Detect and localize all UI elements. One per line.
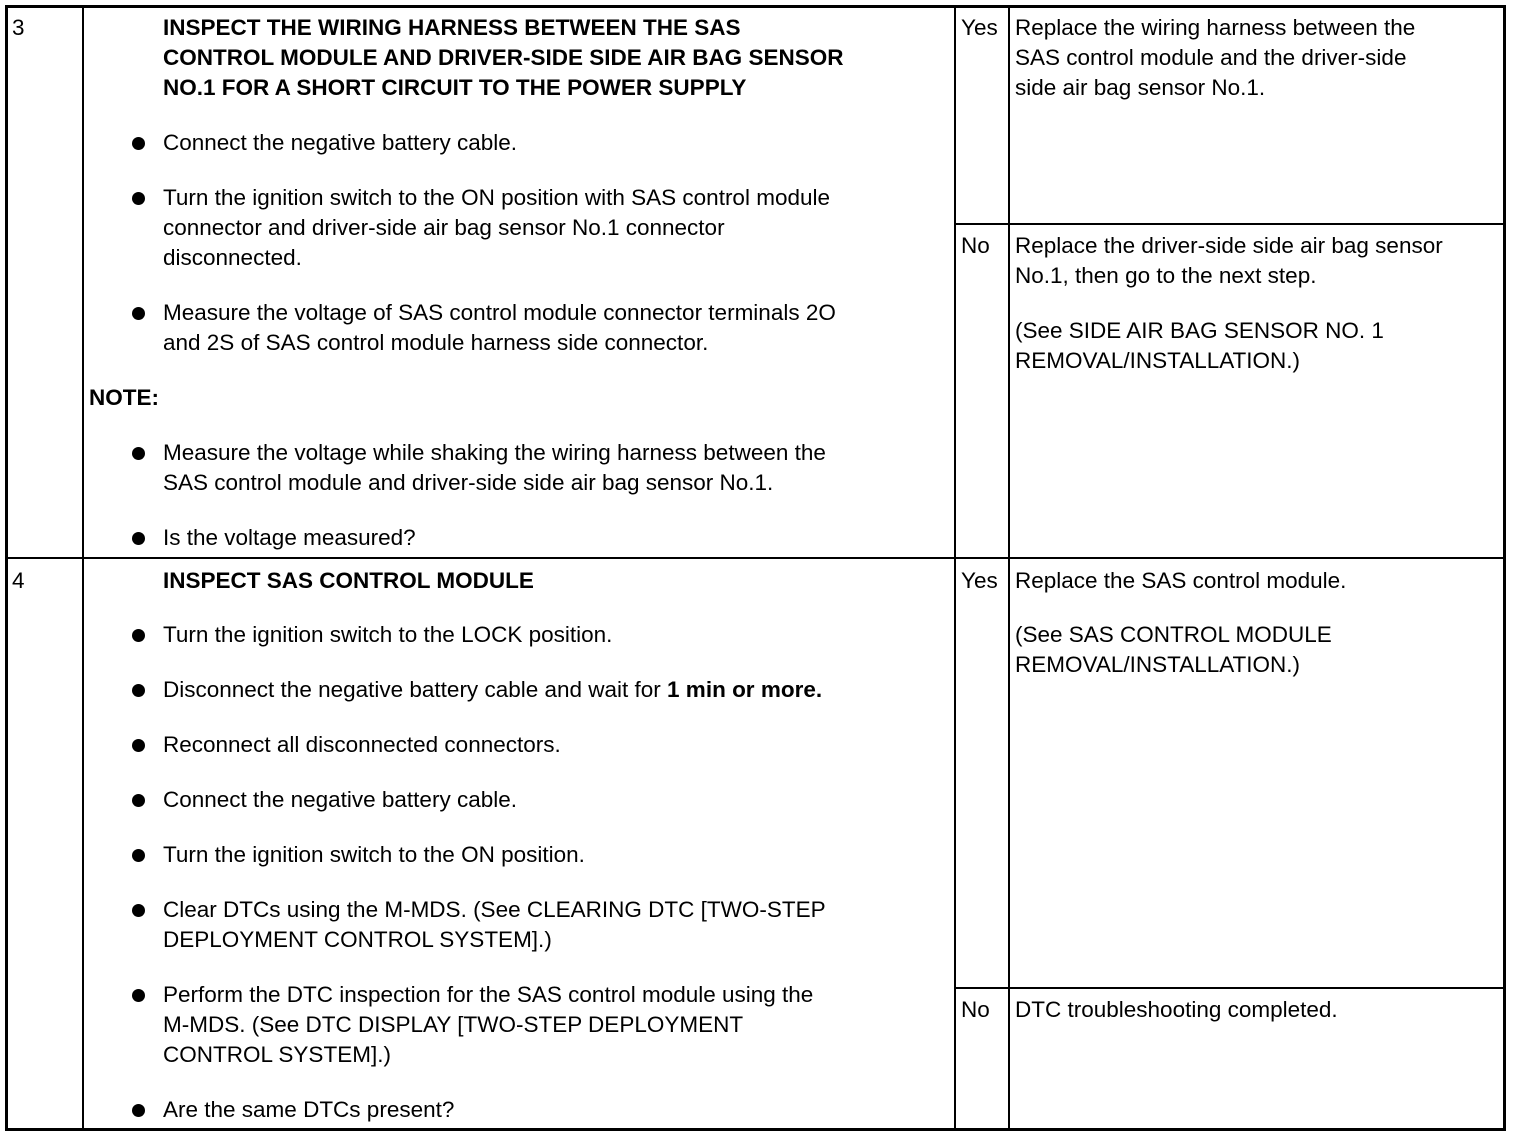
step-title-line: INSPECT THE WIRING HARNESS BETWEEN THE SAS (163, 15, 741, 40)
reference-text: REMOVAL/INSTALLATION.) (1015, 652, 1301, 677)
column-divider (1008, 6, 1010, 1131)
row-divider (954, 987, 1506, 989)
bullet-text: M-MDS. (See DTC DISPLAY [TWO-STEP DEPLOYMENT (163, 1012, 744, 1037)
reference-text: REMOVAL/INSTALLATION.) (1015, 348, 1301, 373)
bullet-text: Reconnect all disconnected connectors. (163, 732, 561, 757)
bullet-text: Is the voltage measured? (163, 525, 416, 550)
bullet-text-tail: . (815, 677, 823, 702)
step-title-line: NO.1 FOR A SHORT CIRCUIT TO THE POWER SUPPLY (163, 75, 747, 100)
bullet-text: connector and driver-side air bag sensor No.1 connector (163, 215, 725, 240)
bullet-text: Measure the voltage while shaking the wiring harness between the (163, 440, 826, 465)
bullet-text: DEPLOYMENT CONTROL SYSTEM].) (163, 927, 552, 952)
bullet-text: Turn the ignition switch to the ON position. (163, 842, 585, 867)
yes-label: Yes (961, 15, 998, 40)
bullet-dot (132, 989, 145, 1002)
bullet-dot (132, 137, 145, 150)
column-divider (954, 6, 956, 1131)
row-divider (6, 557, 1506, 559)
bullet-text: CONTROL SYSTEM].) (163, 1042, 391, 1067)
action-text: Replace the wiring harness between the (1015, 15, 1416, 40)
bullet-dot (132, 904, 145, 917)
note-label: NOTE: (89, 385, 159, 410)
step-title-line: CONTROL MODULE AND DRIVER-SIDE SIDE AIR BAG SENSOR (163, 45, 844, 70)
bullet-text: Connect the negative battery cable. (163, 787, 517, 812)
bullet-text-plain: Disconnect the negative battery cable and wait for (163, 677, 668, 702)
step-number: 4 (12, 568, 25, 593)
bullet-dot (132, 1104, 145, 1117)
no-label: No (961, 997, 990, 1022)
bullet-text: Are the same DTCs present? (163, 1097, 455, 1122)
bullet-dot (132, 192, 145, 205)
reference-text: (See SIDE AIR BAG SENSOR NO. 1 (1015, 318, 1384, 343)
bullet-text: Perform the DTC inspection for the SAS control module using the (163, 982, 814, 1007)
column-divider (82, 6, 84, 1131)
bullet-dot (132, 532, 145, 545)
bullet-text: Clear DTCs using the M-MDS. (See CLEARING DTC [TWO-STEP (163, 897, 826, 922)
action-text: SAS control module and the driver-side (1015, 45, 1407, 70)
bullet-dot (132, 794, 145, 807)
action-text: side air bag sensor No.1. (1015, 75, 1266, 100)
bullet-text: and 2S of SAS control module harness side connector. (163, 330, 709, 355)
bullet-dot (132, 684, 145, 697)
action-text: Replace the SAS control module. (1015, 568, 1347, 593)
bullet-text: Connect the negative battery cable. (163, 130, 517, 155)
bullet-dot (132, 447, 145, 460)
step-number: 3 (12, 15, 25, 40)
bullet-dot (132, 307, 145, 320)
bullet-dot (132, 629, 145, 642)
bullet-text-bold: 1 min or more (667, 677, 816, 702)
yes-label: Yes (961, 568, 998, 593)
bullet-text: disconnected. (163, 245, 302, 270)
bullet-text: Measure the voltage of SAS control module connector terminals 2O (163, 300, 836, 325)
bullet-text: SAS control module and driver-side side air bag sensor No.1. (163, 470, 774, 495)
bullet-dot (132, 849, 145, 862)
bullet-text (163, 675, 822, 705)
bullet-text: Turn the ignition switch to the ON position with SAS control module (163, 185, 830, 210)
action-text: No.1, then go to the next step. (1015, 263, 1317, 288)
bullet-dot (132, 739, 145, 752)
bullet-text: Turn the ignition switch to the LOCK position. (163, 622, 613, 647)
no-label: No (961, 233, 990, 258)
step-title: INSPECT SAS CONTROL MODULE (163, 568, 534, 593)
row-divider (954, 223, 1506, 225)
action-text: Replace the driver-side side air bag sensor (1015, 233, 1443, 258)
reference-text: (See SAS CONTROL MODULE (1015, 622, 1332, 647)
no-action: DTC troubleshooting completed. (1015, 997, 1338, 1022)
